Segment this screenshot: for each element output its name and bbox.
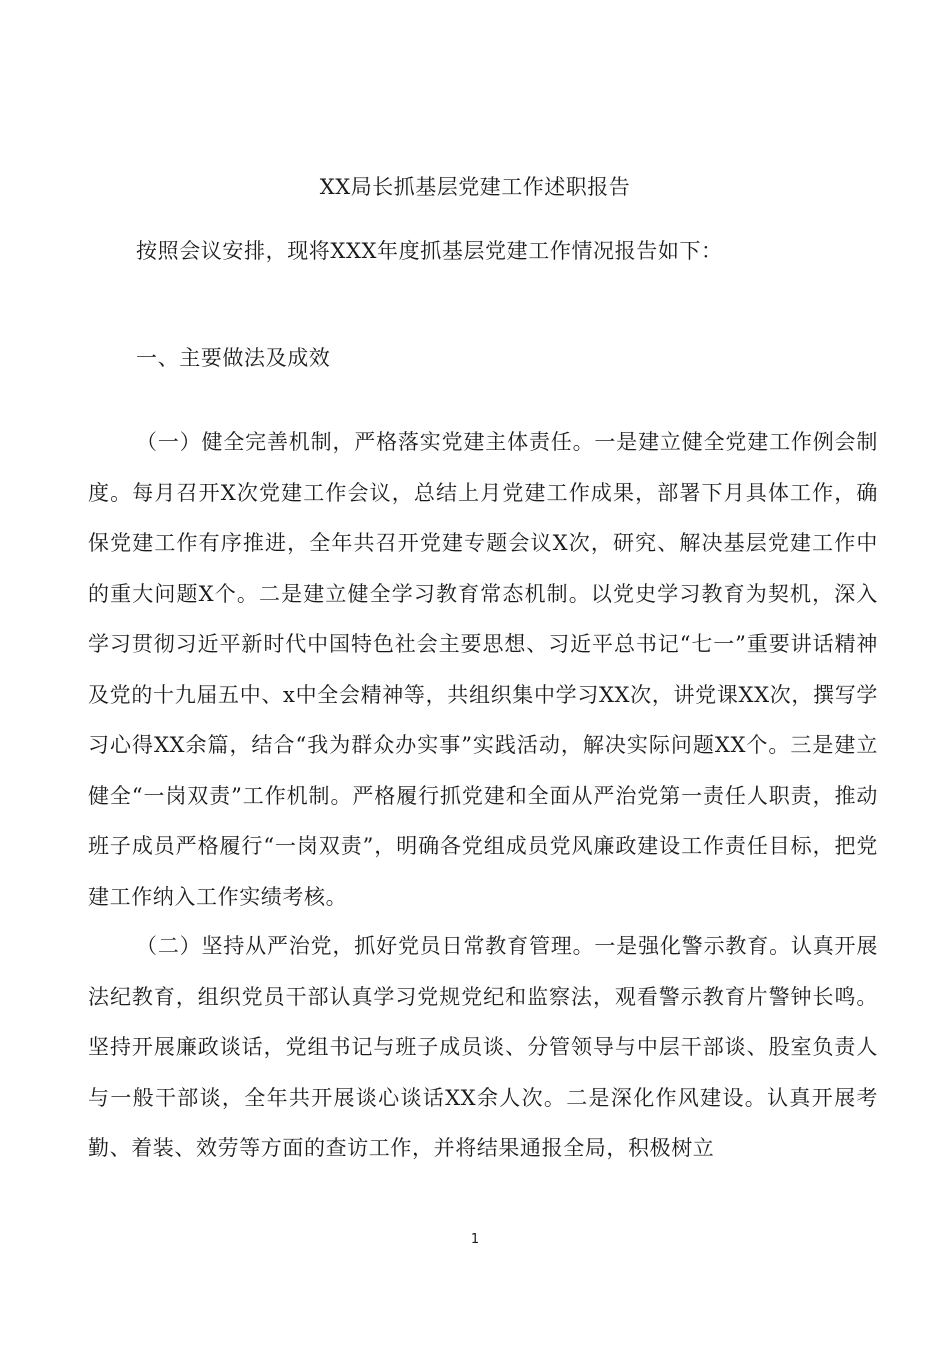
body-paragraph: （二）坚持从严治党，抓好党员日常教育管理。一是强化警示教育。认真开展法纪教育，组织党员干部认真学习党规党纪和监察法，观看警示教育片警钟长鸣。坚持开展廉政谈话，党组书记与班子成员谈、分管领导与中层干部谈、股室负责人与一般干部谈，全年共开展谈心谈话XX余人次。二是深化作风建设。认真开展考勤、着装、效劳等方面的查访工作，并将结果通报全局，积极树立 (88, 934, 878, 1160)
section-heading: 一、主要做法及成效 (136, 346, 331, 370)
intro-paragraph: 按照会议安排，现将XXX年度抓基层党建工作情况报告如下： (136, 239, 723, 263)
document-title: XX局长抓基层党建工作述职报告 (319, 175, 631, 199)
body-paragraph: （一）健全完善机制，严格落实党建主体责任。一是建立健全党建工作例会制度。每月召开X次党建工作会议，总结上月党建工作成果，部署下月具体工作，确保党建工作有序推进，全年共召开党建专题会议X次，研究、解决基层党建工作中的重大问题X个。二是建立健全学习教育常态机制。以党史学习教育为契机，深入学习贯彻习近平新时代中国特色社会主要思想、习近平总书记“七一”重要讲话精神及党的十九届五中、x中全会精神等，共组织集中学习XX次，讲党课XX次，撰写学习心得XX余篇，结合“我为群众办实事”实践活动，解决实际问题XX个。三是建立健全“一岗双责”工作机制。严格履行抓党建和全面从严治党第一责任人职责，推动班子成员严格履行“一岗双责”，明确各党组成员党风廉政建设工作责任目标，把党建工作纳入工作实绩考核。 (88, 430, 878, 909)
page-number: 1 (470, 1232, 480, 1247)
